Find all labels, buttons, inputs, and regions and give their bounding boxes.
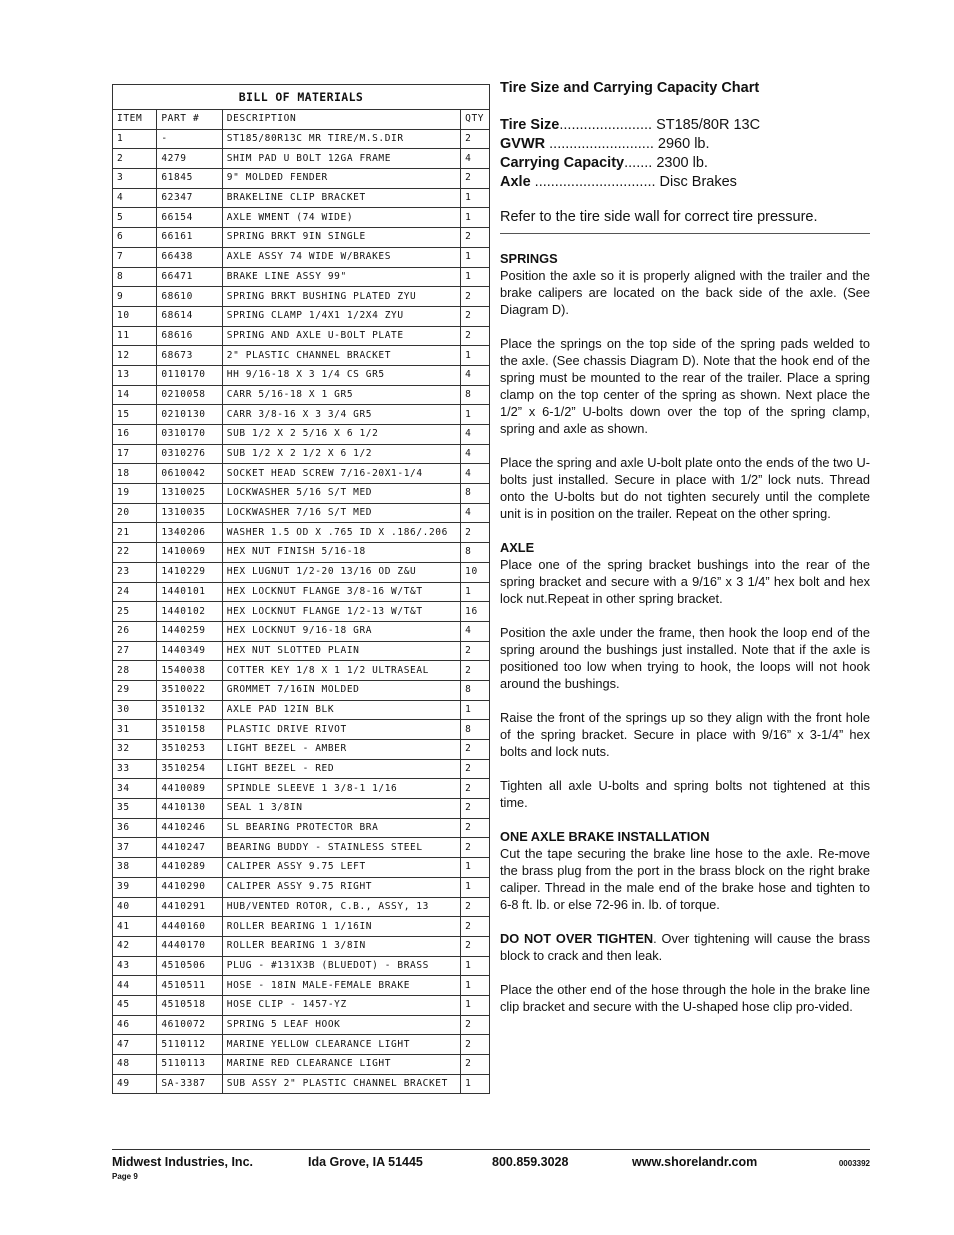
bom-part-number: 66438 [157, 247, 222, 267]
table-row [113, 523, 490, 543]
spec-tire-size: Tire Size....................... ST185/80R 13C [500, 117, 761, 133]
bom-qty: 8 [461, 720, 490, 740]
table-row [113, 759, 490, 779]
table-row [113, 267, 490, 287]
bom-part-number: 1540038 [157, 661, 222, 681]
bom-part-number: 1310035 [157, 503, 222, 523]
bom-part-number: 61845 [157, 169, 222, 189]
bom-part-number: 0210130 [157, 405, 222, 425]
bom-item-number: 12 [113, 346, 157, 366]
bom-description: HEX NUT FINISH 5/16-18 [222, 543, 460, 563]
bom-qty: 10 [461, 562, 490, 582]
bom-description: CALIPER ASSY 9.75 RIGHT [222, 877, 460, 897]
footer-website[interactable]: www.shorelandr.com [632, 1155, 758, 1169]
bom-part-number: 1440101 [157, 582, 222, 602]
bom-header-qty: QTY [461, 110, 490, 130]
bom-qty: 2 [461, 169, 490, 189]
bom-description: AXLE PAD 12IN BLK [222, 700, 460, 720]
bom-item-number: 38 [113, 858, 157, 878]
bom-item-number: 7 [113, 247, 157, 267]
bom-item-number: 31 [113, 720, 157, 740]
bom-part-number: 68610 [157, 287, 222, 307]
bom-description: 2" PLASTIC CHANNEL BRACKET [222, 346, 460, 366]
bom-description: LOCKWASHER 7/16 S/T MED [222, 503, 460, 523]
table-row [113, 621, 490, 641]
bom-part-number: 4410291 [157, 897, 222, 917]
bom-qty: 1 [461, 582, 490, 602]
bom-header-item: ITEM [113, 110, 157, 130]
bom-description: HEX LOCKNUT 9/16-18 GRA [222, 621, 460, 641]
bom-part-number: 0310170 [157, 425, 222, 445]
bom-item-number: 27 [113, 641, 157, 661]
bom-qty: 1 [461, 956, 490, 976]
bom-item-number: 17 [113, 444, 157, 464]
bom-description: HOSE - 18IN MALE-FEMALE BRAKE [222, 976, 460, 996]
table-row [113, 680, 490, 700]
bom-description: HH 9/16-18 X 3 1/4 CS GR5 [222, 365, 460, 385]
footer-phone: 800.859.3028 [492, 1155, 569, 1169]
bom-qty: 1 [461, 188, 490, 208]
bom-description: HEX LUGNUT 1/2-20 13/16 OD Z&U [222, 562, 460, 582]
bom-description: BRAKELINE CLIP BRACKET [222, 188, 460, 208]
bom-item-number: 40 [113, 897, 157, 917]
table-row [113, 779, 490, 799]
bom-part-number: 4410130 [157, 799, 222, 819]
bom-part-number: 4410247 [157, 838, 222, 858]
bom-part-number: 68614 [157, 306, 222, 326]
bom-qty: 2 [461, 740, 490, 760]
bom-description: LIGHT BEZEL - AMBER [222, 740, 460, 760]
bom-item-number: 20 [113, 503, 157, 523]
table-row [113, 503, 490, 523]
table-row [113, 543, 490, 563]
table-row [113, 740, 490, 760]
bom-item-number: 1 [113, 129, 157, 149]
table-row [113, 306, 490, 326]
bom-qty: 2 [461, 1015, 490, 1035]
bom-item-number: 46 [113, 1015, 157, 1035]
bom-description: SUB ASSY 2" PLASTIC CHANNEL BRACKET [222, 1074, 460, 1094]
bom-part-number: 1440349 [157, 641, 222, 661]
table-row [113, 877, 490, 897]
bom-qty: 2 [461, 779, 490, 799]
bom-part-number: 1440102 [157, 602, 222, 622]
bom-part-number: 4410089 [157, 779, 222, 799]
bom-part-number: 68616 [157, 326, 222, 346]
page-number: Page 9 [112, 1172, 138, 1181]
bom-part-number: 3510253 [157, 740, 222, 760]
bom-part-number: 3510254 [157, 759, 222, 779]
bom-qty: 1 [461, 976, 490, 996]
bom-item-number: 33 [113, 759, 157, 779]
bom-description: CARR 5/16-18 X 1 GR5 [222, 385, 460, 405]
bom-part-number: 1410069 [157, 543, 222, 563]
bom-description: HOSE CLIP - 1457-YZ [222, 995, 460, 1015]
bom-qty: 2 [461, 897, 490, 917]
bill-of-materials-table [112, 84, 490, 1094]
bom-item-number: 15 [113, 405, 157, 425]
bom-part-number: 4510511 [157, 976, 222, 996]
table-row [113, 582, 490, 602]
brake-warning: DO NOT OVER TIGHTEN. Over tightening will cause the brass block to crack and then leak. [500, 931, 870, 963]
bom-description: SPINDLE SLEEVE 1 3/8-1 1/16 [222, 779, 460, 799]
bom-item-number: 47 [113, 1035, 157, 1055]
bom-part-number: 4610072 [157, 1015, 222, 1035]
table-row [113, 464, 490, 484]
bom-part-number: 4510506 [157, 956, 222, 976]
springs-heading: SPRINGS [500, 251, 558, 266]
bom-qty: 4 [461, 365, 490, 385]
bom-description: HEX LOCKNUT FLANGE 3/8-16 W/T&T [222, 582, 460, 602]
bom-part-number: 4410246 [157, 818, 222, 838]
bom-item-number: 4 [113, 188, 157, 208]
bom-description: HEX NUT SLOTTED PLAIN [222, 641, 460, 661]
table-row [113, 995, 490, 1015]
table-row [113, 169, 490, 189]
bom-rows [113, 129, 490, 1094]
bom-description: SUB 1/2 X 2 5/16 X 6 1/2 [222, 425, 460, 445]
table-row [113, 897, 490, 917]
bom-qty: 2 [461, 936, 490, 956]
bom-item-number: 22 [113, 543, 157, 563]
bom-description: SPRING BRKT 9IN SINGLE [222, 228, 460, 248]
bom-qty: 2 [461, 641, 490, 661]
table-row [113, 661, 490, 681]
bom-qty: 4 [461, 425, 490, 445]
table-row [113, 976, 490, 996]
table-row [113, 602, 490, 622]
table-row [113, 641, 490, 661]
bom-item-number: 26 [113, 621, 157, 641]
bom-description: AXLE WMENT (74 WIDE) [222, 208, 460, 228]
bom-description: HUB/VENTED ROTOR, C.B., ASSY, 13 [222, 897, 460, 917]
table-row [113, 346, 490, 366]
table-row [113, 1055, 490, 1075]
bom-description: CALIPER ASSY 9.75 LEFT [222, 858, 460, 878]
brake-paragraph-2: Place the other end of the hose through the hole in the brake line clip bracket and secure with the U-shaped hose clip pro-vided. [500, 982, 870, 1014]
table-row [113, 956, 490, 976]
spec-axle: Axle .............................. Disc Brakes [500, 174, 737, 190]
bom-qty: 2 [461, 759, 490, 779]
bom-part-number: 4279 [157, 149, 222, 169]
bom-qty: 2 [461, 799, 490, 819]
bom-part-number: 1340206 [157, 523, 222, 543]
bom-qty: 2 [461, 228, 490, 248]
bom-item-number: 25 [113, 602, 157, 622]
brake-paragraph-1: Cut the tape securing the brake line hose to the axle. Re-move the brass plug from the port in the brass block on the right brake caliper. Thread in the male end of the brake hose and tighten to 6-8 ft. lb. or else 72-96 in. lb. of torque. [500, 846, 870, 912]
bom-item-number: 23 [113, 562, 157, 582]
instructions-column [500, 80, 870, 1032]
capacity-chart-heading: Tire Size and Carrying Capacity Chart [500, 80, 760, 96]
bom-part-number: 66154 [157, 208, 222, 228]
bom-item-number: 11 [113, 326, 157, 346]
bom-qty: 1 [461, 208, 490, 228]
bom-description: PLUG - #131X3B (BLUEDOT) - BRASS [222, 956, 460, 976]
bom-item-number: 34 [113, 779, 157, 799]
table-row [113, 936, 490, 956]
bom-qty: 2 [461, 326, 490, 346]
bom-part-number: 1410229 [157, 562, 222, 582]
bom-part-number: 3510022 [157, 680, 222, 700]
table-row [113, 858, 490, 878]
table-row [113, 385, 490, 405]
axle-paragraph-4: Tighten all axle U-bolts and spring bolts not tightened at this time. [500, 778, 870, 810]
bom-qty: 4 [461, 621, 490, 641]
bom-part-number: 1440259 [157, 621, 222, 641]
bom-part-number: 0310276 [157, 444, 222, 464]
bom-part-number: 62347 [157, 188, 222, 208]
bom-description: 9" MOLDED FENDER [222, 169, 460, 189]
bom-qty: 2 [461, 818, 490, 838]
bom-qty: 2 [461, 661, 490, 681]
bom-description: ST185/80R13C MR TIRE/M.S.DIR [222, 129, 460, 149]
bom-part-number: SA-3387 [157, 1074, 222, 1094]
bom-header-part: PART # [157, 110, 222, 130]
table-row [113, 208, 490, 228]
bom-part-number: 68673 [157, 346, 222, 366]
bom-item-number: 21 [113, 523, 157, 543]
bom-description: SPRING BRKT BUSHING PLATED ZYU [222, 287, 460, 307]
bom-part-number: - [157, 129, 222, 149]
table-row [113, 562, 490, 582]
bom-item-number: 9 [113, 287, 157, 307]
footer-doc-code: 0003392 [838, 1159, 870, 1168]
bom-item-number: 37 [113, 838, 157, 858]
bom-qty: 4 [461, 149, 490, 169]
bom-qty: 2 [461, 306, 490, 326]
bom-description: BEARING BUDDY - STAINLESS STEEL [222, 838, 460, 858]
bom-part-number: 4410289 [157, 858, 222, 878]
table-row [113, 425, 490, 445]
bom-item-number: 36 [113, 818, 157, 838]
bom-item-number: 29 [113, 680, 157, 700]
bom-item-number: 49 [113, 1074, 157, 1094]
bom-item-number: 3 [113, 169, 157, 189]
bom-part-number: 3510132 [157, 700, 222, 720]
bom-qty: 4 [461, 503, 490, 523]
bom-part-number: 4440160 [157, 917, 222, 937]
bom-description: SL BEARING PROTECTOR BRA [222, 818, 460, 838]
axle-heading: AXLE [500, 540, 535, 555]
bom-qty: 2 [461, 1055, 490, 1075]
bom-qty: 2 [461, 917, 490, 937]
bom-description: BRAKE LINE ASSY 99" [222, 267, 460, 287]
table-row [113, 247, 490, 267]
bom-qty: 2 [461, 129, 490, 149]
bom-qty: 2 [461, 838, 490, 858]
bom-description: LIGHT BEZEL - RED [222, 759, 460, 779]
bom-item-number: 13 [113, 365, 157, 385]
axle-paragraph-1: Place one of the spring bracket bushings into the rear of the spring bracket and secure with a 9/16” x 3 1/4” hex bolt and hex lock nut.Repeat in other spring bracket. [500, 557, 870, 606]
bom-qty: 1 [461, 877, 490, 897]
bom-description: MARINE YELLOW CLEARANCE LIGHT [222, 1035, 460, 1055]
bom-title: BILL OF MATERIALS [113, 85, 490, 110]
bom-part-number: 1310025 [157, 484, 222, 504]
bom-part-number: 5110112 [157, 1035, 222, 1055]
bom-qty: 2 [461, 1035, 490, 1055]
axle-paragraph-3: Raise the front of the springs up so they align with the front hole of the spring bracket. Secure in place with 9/16” x 3-1/4” hex bolts and lock nuts. [500, 710, 870, 759]
bom-item-number: 32 [113, 740, 157, 760]
table-row [113, 326, 490, 346]
bom-description: COTTER KEY 1/8 X 1 1/2 ULTRASEAL [222, 661, 460, 681]
bom-item-number: 8 [113, 267, 157, 287]
bom-header-description: DESCRIPTION [222, 110, 460, 130]
bom-qty: 8 [461, 385, 490, 405]
bom-item-number: 39 [113, 877, 157, 897]
bom-description: SPRING CLAMP 1/4X1 1/2X4 ZYU [222, 306, 460, 326]
spec-gvwr: GVWR .......................... 2960 lb. [500, 136, 710, 152]
table-row [113, 129, 490, 149]
bom-item-number: 28 [113, 661, 157, 681]
table-row [113, 799, 490, 819]
table-row [113, 287, 490, 307]
bom-item-number: 2 [113, 149, 157, 169]
bom-description: HEX LOCKNUT FLANGE 1/2-13 W/T&T [222, 602, 460, 622]
bom-item-number: 18 [113, 464, 157, 484]
bom-part-number: 3510158 [157, 720, 222, 740]
footer-city: Ida Grove, IA 51445 [308, 1155, 423, 1169]
tire-pressure-note: Refer to the tire side wall for correct tire pressure. [500, 209, 870, 234]
table-row [113, 818, 490, 838]
bom-qty: 1 [461, 1074, 490, 1094]
bom-description: AXLE ASSY 74 WIDE W/BRAKES [222, 247, 460, 267]
bom-item-number: 41 [113, 917, 157, 937]
table-row [113, 484, 490, 504]
bom-qty: 8 [461, 543, 490, 563]
bom-qty: 1 [461, 267, 490, 287]
table-row [113, 1035, 490, 1055]
bom-part-number: 66161 [157, 228, 222, 248]
bom-description: SEAL 1 3/8IN [222, 799, 460, 819]
bom-qty: 1 [461, 858, 490, 878]
table-row [113, 1015, 490, 1035]
bom-part-number: 4510518 [157, 995, 222, 1015]
bom-description: CARR 3/8-16 X 3 3/4 GR5 [222, 405, 460, 425]
bom-qty: 1 [461, 700, 490, 720]
bom-description: ROLLER BEARING 1 3/8IN [222, 936, 460, 956]
bom-description: SOCKET HEAD SCREW 7/16-20X1-1/4 [222, 464, 460, 484]
bom-part-number: 4410290 [157, 877, 222, 897]
bom-item-number: 35 [113, 799, 157, 819]
spec-carrying-capacity: Carrying Capacity....... 2300 lb. [500, 155, 708, 171]
bom-qty: 4 [461, 444, 490, 464]
table-row [113, 1074, 490, 1094]
page-footer [112, 1149, 870, 1181]
bom-description: SUB 1/2 X 2 1/2 X 6 1/2 [222, 444, 460, 464]
bom-part-number: 0610042 [157, 464, 222, 484]
bom-part-number: 4440170 [157, 936, 222, 956]
bom-qty: 8 [461, 484, 490, 504]
bom-item-number: 16 [113, 425, 157, 445]
bom-part-number: 0210058 [157, 385, 222, 405]
bom-qty: 1 [461, 405, 490, 425]
table-row [113, 188, 490, 208]
table-row [113, 365, 490, 385]
bom-qty: 16 [461, 602, 490, 622]
bom-description: WASHER 1.5 OD X .765 ID X .186/.206 [222, 523, 460, 543]
bom-description: LOCKWASHER 5/16 S/T MED [222, 484, 460, 504]
bom-description: SPRING AND AXLE U-BOLT PLATE [222, 326, 460, 346]
bom-description: PLASTIC DRIVE RIVOT [222, 720, 460, 740]
axle-paragraph-2: Position the axle under the frame, then hook the loop end of the spring around the bushings just installed. Note that if the axle is positioned too low when trying to hook, the loops will not hook around the bushings. [500, 625, 870, 691]
table-row [113, 700, 490, 720]
table-row [113, 838, 490, 858]
bom-item-number: 30 [113, 700, 157, 720]
table-row [113, 444, 490, 464]
bom-item-number: 48 [113, 1055, 157, 1075]
bom-description: GROMMET 7/16IN MOLDED [222, 680, 460, 700]
springs-paragraph-3: Place the spring and axle U-bolt plate onto the ends of the two U-bolts just installed. Secure in place with 1/2” lock nuts. Thread onto the U-bolts but do not tighten securely until the complete unit is in position on the trailer. Repeat on the other spring. [500, 455, 870, 521]
bom-description: SPRING 5 LEAF HOOK [222, 1015, 460, 1035]
bom-part-number: 5110113 [157, 1055, 222, 1075]
table-row [113, 917, 490, 937]
bom-item-number: 43 [113, 956, 157, 976]
bom-item-number: 44 [113, 976, 157, 996]
bom-item-number: 42 [113, 936, 157, 956]
table-row [113, 228, 490, 248]
brake-heading: ONE AXLE BRAKE INSTALLATION [500, 829, 710, 844]
bom-item-number: 19 [113, 484, 157, 504]
bom-item-number: 5 [113, 208, 157, 228]
bom-item-number: 45 [113, 995, 157, 1015]
bom-qty: 4 [461, 464, 490, 484]
springs-paragraph-2: Place the springs on the top side of the spring pads welded to the axle. (See chassis Diagram D). Note that the hook end of the spring must be mounted to the rear of the trailer. Place a spring clamp on the top center of the spring as shown. Next place the 1/2” x 6-1/2” U-bolts down over the top of the spring clamp, spring and axle as shown. [500, 336, 870, 436]
bom-item-number: 6 [113, 228, 157, 248]
bom-part-number: 66471 [157, 267, 222, 287]
bom-item-number: 14 [113, 385, 157, 405]
bom-qty: 1 [461, 346, 490, 366]
bom-item-number: 10 [113, 306, 157, 326]
bom-description: SHIM PAD U BOLT 12GA FRAME [222, 149, 460, 169]
bom-qty: 2 [461, 523, 490, 543]
table-row [113, 720, 490, 740]
bom-description: MARINE RED CLEARANCE LIGHT [222, 1055, 460, 1075]
bom-qty: 1 [461, 247, 490, 267]
springs-paragraph-1: Position the axle so it is properly aligned with the trailer and the brake calipers are located on the back side of the axle. (See Diagram D). [500, 268, 870, 317]
bom-qty: 1 [461, 995, 490, 1015]
bom-description: ROLLER BEARING 1 1/16IN [222, 917, 460, 937]
bom-part-number: 0110170 [157, 365, 222, 385]
table-row [113, 405, 490, 425]
table-row [113, 149, 490, 169]
bom-item-number: 24 [113, 582, 157, 602]
footer-company: Midwest Industries, Inc. [112, 1155, 253, 1169]
bom-qty: 2 [461, 287, 490, 307]
bom-qty: 8 [461, 680, 490, 700]
